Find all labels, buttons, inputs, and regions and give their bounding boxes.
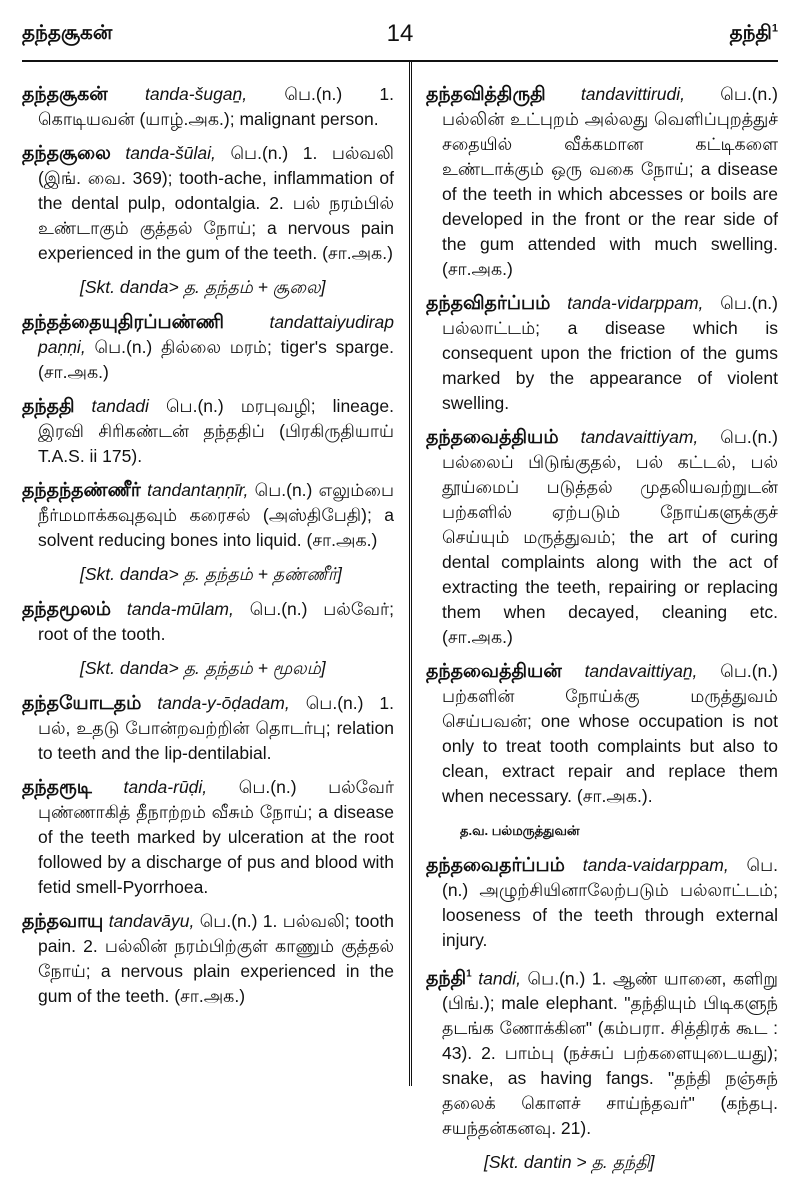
dictionary-entry	[22, 394, 394, 469]
headword: தந்தவைத்தியன்	[426, 661, 562, 682]
dictionary-entry	[426, 291, 778, 416]
headword: தந்தமூலம்	[22, 599, 112, 620]
transliteration: tanda-šugaṉ,	[144, 84, 248, 104]
headword: தந்தயோடதம்	[22, 693, 142, 714]
definition: பெ.(n.) பல்வேர்; root of the tooth.	[38, 599, 394, 644]
definition: பெ.(n.) பல்லாட்டம்; a disease which is consequent upon the friction of the gums marked by the appearance of violent swelling.	[442, 293, 778, 413]
dictionary-entry	[426, 82, 778, 282]
page-header	[22, 18, 778, 58]
definition: பெ.(n.) பல்வேர் புண்ணாகித் தீநாற்றம் வீசும் நோய்; a disease of the teeth marked by ulceration at the root followed by a discharge of pus and blood with fetid smell-Pyorrhoea.	[38, 777, 394, 897]
transliteration: tandavāyu,	[108, 911, 195, 931]
headword: தந்தசூகன்	[22, 84, 108, 105]
etymology: [Skt. danda> த. தந்தம் + சூலை]	[80, 277, 326, 297]
running-head-right-sup: 1	[771, 22, 778, 35]
dictionary-entry	[426, 853, 778, 953]
definition: பெ.(n.) 1. ஆண் யானை, களிறு (பிங்.); male elephant. "தந்தியும் பிடிகளுந் தடங்க ணோக்கின" (கம்பரா. சித்திரக் கூட : 43). 2. பாம்பு (நச்சுப் பற்களையுடையது); snake, as having fangs. "தந்தி நஞ்சுந் தலைக் கொளச் சாய்ந்தவர்" (கந்தபு. சயந்தன்கனவு. 21).	[442, 968, 779, 1139]
dictionary-entry	[22, 597, 394, 647]
transliteration: tandavittirudi,	[580, 84, 685, 104]
etymology: [Skt. danda> த. தந்தம் + மூலம்]	[80, 658, 326, 678]
headword: தந்ததி	[22, 396, 75, 417]
transliteration: tanda-vidarppam,	[567, 293, 704, 313]
dictionary-entry	[22, 478, 394, 553]
left-column	[22, 82, 394, 1018]
definition: பெ.(n.) 1. கொடியவன் (யாழ்.அக.); malignant person.	[38, 84, 394, 129]
definition: பெ.(n.) பல்லைப் பிடுங்குதல், பல் கட்டல், பல் தூய்மைப் படுத்தல் முதலியவற்றுடன் பற்களில் ஏற்படும் நோய்களுக்குச் செய்யும் மருத்துவம்; the art of curing dental complaints along with the act of extracting the teeth, repairing or replacing them when decayed, cleaning etc. (சா.அக.)	[442, 427, 778, 647]
transliteration: tanda-vaidarppam,	[582, 855, 729, 875]
headword: தந்தரூடி	[22, 777, 92, 798]
headword: தந்தி$^1$	[426, 968, 472, 990]
dictionary-entry	[426, 425, 778, 650]
transliteration: tanda-šūlai,	[125, 143, 216, 163]
dictionary-entry	[22, 310, 394, 385]
tamil-equivalent: த.வ. பல்மருத்துவன்	[460, 823, 580, 838]
column-divider	[409, 60, 412, 1086]
etymology: [Skt. danda> த. தந்தம் + தண்ணீர்]	[80, 564, 342, 584]
transliteration: tandavaittiyam,	[580, 427, 699, 447]
running-head-right-text: தந்தி	[729, 22, 772, 44]
transliteration: tandattaiyudirap paṇṇi,	[38, 312, 394, 357]
definition: பெ.(n.) அழுற்சியினாலேற்படும் பல்லாட்டம்; looseness of the teeth through external injury.	[442, 855, 778, 950]
headword: தந்தவிதர்ப்பம்	[426, 293, 551, 314]
definition: பெ.(n.) 1. பல்வலி (இங். வை. 369); tooth-ache, inflammation of the dental pulp, odontalgia. 2. பல் நரம்பில் உண்டாகும் குத்தல் நோய்; a nervous pain experienced in the gum of the teeth. (சா.அக.)	[38, 143, 394, 263]
dictionary-entry	[22, 909, 394, 1009]
page-number: 14	[386, 20, 414, 47]
headword: தந்தவைதர்ப்பம்	[426, 855, 565, 876]
dictionary-entry	[426, 659, 778, 809]
transliteration: tanda-mūlam,	[126, 599, 234, 619]
definition: பெ.(n.) மரபுவழி; lineage. இரவி சிரிகண்டன் தந்ததிப் (பிரகிருதியாய் T.A.S. ii 175).	[38, 396, 394, 466]
dictionary-entry	[22, 691, 394, 766]
transliteration: tandi,	[478, 968, 522, 989]
dictionary-entry	[22, 141, 394, 266]
running-head-right	[730, 22, 778, 47]
etymology: [Skt. dantin > த. தந்தி]	[484, 1152, 655, 1173]
definition: பெ.(n.) தில்லை மரம்; tiger's sparge. (சா.அக.)	[38, 337, 394, 382]
header-rule	[22, 60, 778, 62]
headword: தந்தந்தண்ணீர்	[22, 480, 141, 501]
running-head-left: தந்தசூகன்	[22, 22, 113, 44]
transliteration: tanda-y-ōḍadam,	[157, 693, 290, 713]
transliteration: tanda-rūḍi,	[123, 777, 208, 797]
definition: பெ.(n.) பல்லின் உட்புறம் அல்லது வெளிப்புறத்துச் சதையில் வீக்கமான கட்டிகளை உண்டாக்கும் ஒரு வகை நோய்; a disease of the teeth in which abcesses or boils are developed in the front or the rear side of the gum attended with much swelling. (சா.அக.)	[442, 84, 778, 279]
transliteration: tandantaṇṇīr,	[147, 480, 249, 500]
dictionary-entry	[22, 82, 394, 132]
headword: தந்தவைத்தியம்	[426, 427, 559, 448]
definition: பெ.(n.) பற்களின் நோய்க்கு மருத்துவம் செய்பவன்; one whose occupation is not only to treat tooth complaints but also to clean, extract repair and replace them when necessary. (சா.அக.).	[442, 661, 778, 806]
transliteration: tandavaittiyaṉ,	[584, 661, 698, 681]
headword: தந்தவித்திருதி	[426, 84, 546, 105]
headword: தந்தவாயு	[22, 911, 104, 932]
right-column	[426, 82, 778, 1185]
definition: பெ.(n.) 1. பல், உதடு போன்றவற்றின் தொடர்பு; relation to teeth and the lip-dentilabial.	[38, 693, 394, 763]
dictionary-entry	[22, 775, 394, 900]
dictionary-entry	[426, 962, 778, 1141]
headword-sup: 1	[466, 969, 472, 980]
headword: தந்தத்தையுதிரப்பண்ணி	[22, 312, 225, 333]
definition: பெ.(n.) எலும்பை நீர்மமாக்கவுதவும் கரைசல் (அஸ்திபேதி); a solvent reducing bones into liquid. (சா.அக.)	[38, 480, 394, 550]
headword: தந்தசூலை	[22, 143, 111, 164]
definition: பெ.(n.) 1. பல்வலி; tooth pain. 2. பல்லின் நரம்பிற்குள் காணும் குத்தல் நோய்; a nervous plain experienced in the gum of the teeth. (சா.அக.)	[38, 911, 394, 1006]
transliteration: tandadi	[91, 396, 149, 416]
